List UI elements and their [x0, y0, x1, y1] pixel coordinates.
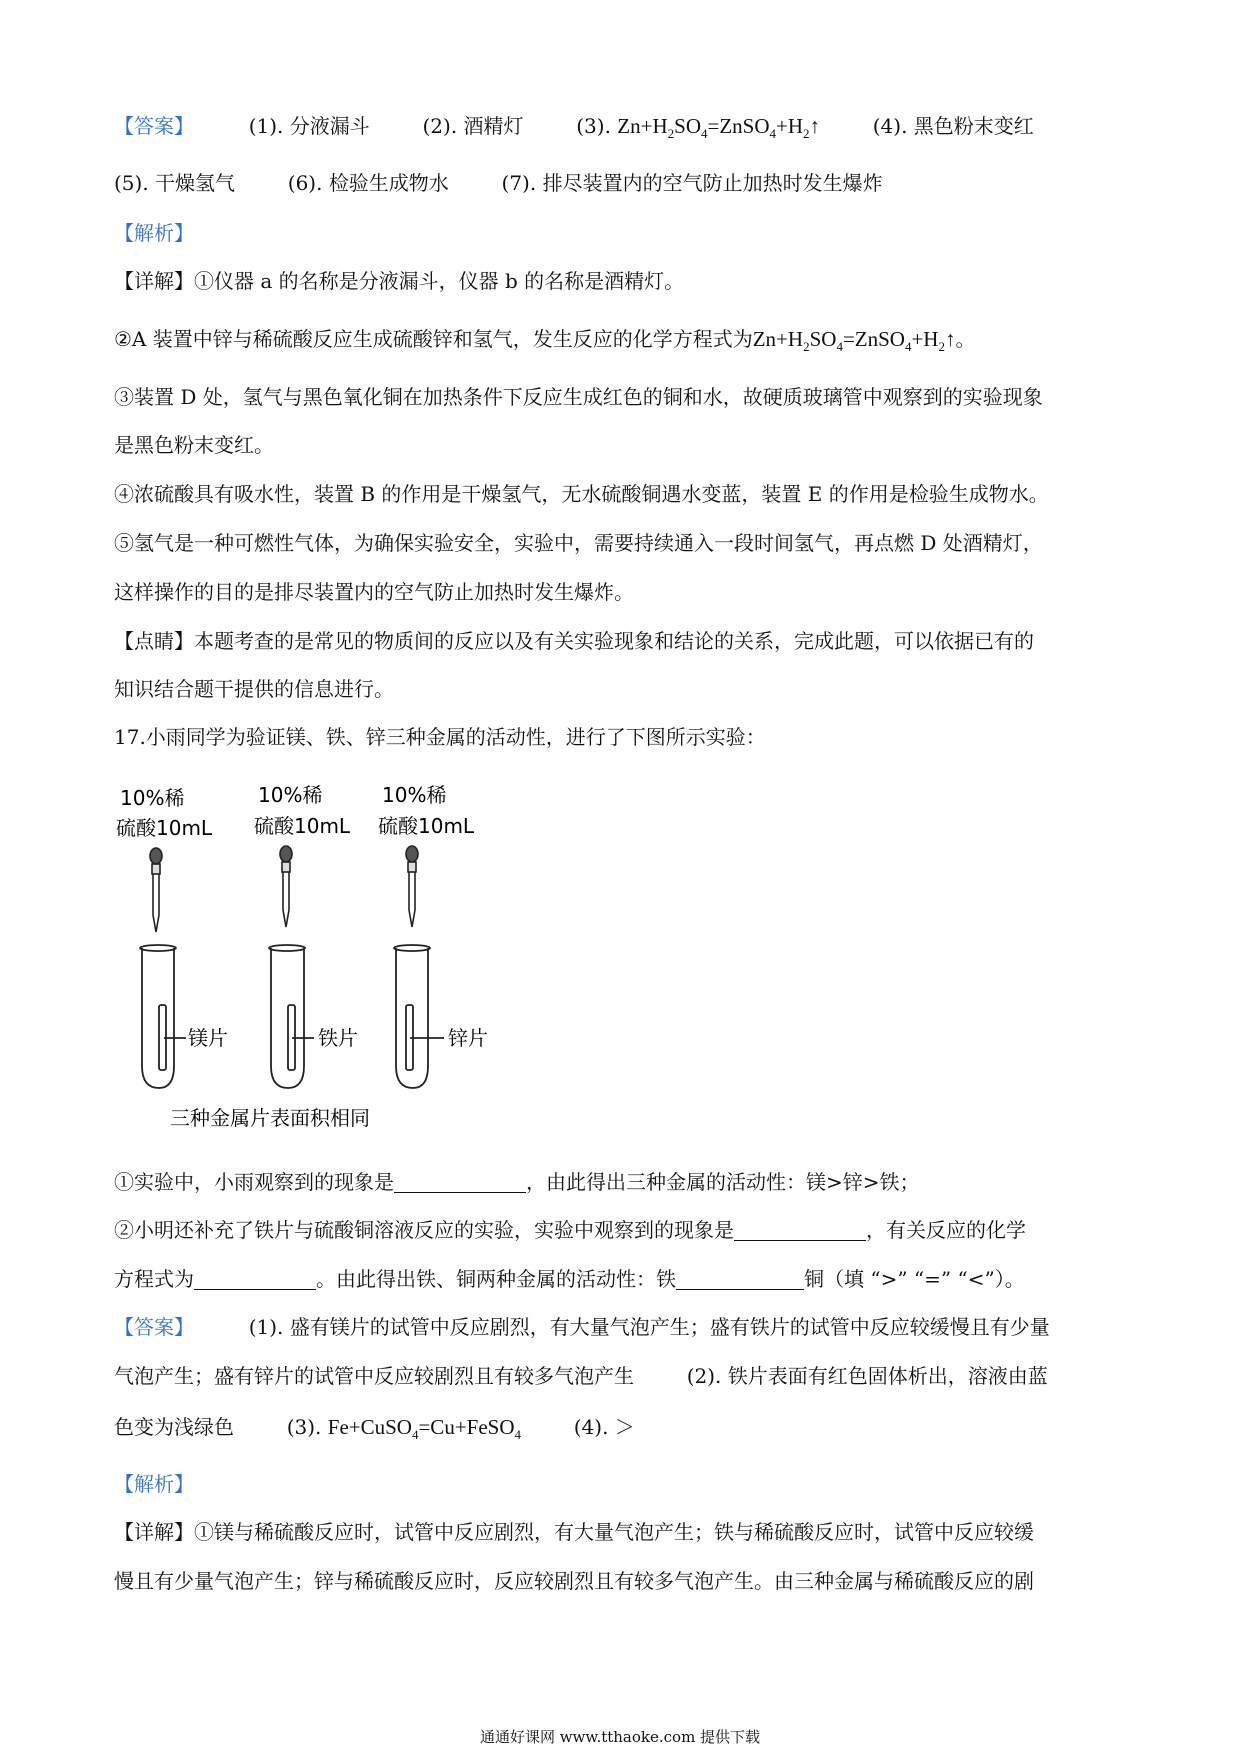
svg-text:硫酸10mL: 硫酸10mL	[254, 814, 351, 838]
question-17-part-3: 方程式为 。由此得出铁、铜两种金属的活动性：铁 铜（填 “>” “=” “<”）。	[114, 1267, 1025, 1291]
detail17-line-1: 【详解】①镁与稀硫酸反应时，试管中反应剧烈，有大量气泡产生；铁与稀硫酸反应时，试管中反应较缓	[114, 1520, 1034, 1544]
answer-item-1: (1). 分液漏斗	[248, 114, 370, 138]
acid-label-1	[116, 786, 213, 840]
answer-blank-2	[734, 1240, 866, 1241]
metal-label-zinc: 锌片	[448, 1026, 488, 1050]
svg-text:硫酸10mL: 硫酸10mL	[116, 816, 213, 840]
answer-blank-4	[676, 1289, 804, 1290]
question-17-part-2: ②小明还补充了铁片与硫酸铜溶液反应的实验，实验中观察到的现象是 ，有关反应的化学	[114, 1218, 1026, 1242]
answer-blank-3	[194, 1289, 316, 1290]
answer17-line2: 气泡产生；盛有锌片的试管中反应较剧烈且有较多气泡产生 (2). 铁片表面有红色固体析出，溶液由蓝	[114, 1364, 1048, 1388]
comment-line-1: 【点睛】本题考查的是常见的物质间的反应以及有关实验现象和结论的关系，完成此题，可以依据已有的	[114, 629, 1034, 653]
dropper-3	[406, 846, 418, 927]
analysis-tag: 【解析】	[114, 221, 194, 245]
metal-label-magnesium: 镁片	[188, 1026, 228, 1050]
detail-line-4: ④浓硫酸具有吸水性，装置 B 的作用是干燥氢气，无水硫酸铜遇水变蓝，装置 E 的作用是检验生成物水。	[114, 482, 1049, 506]
answer-tag: 【答案】	[114, 114, 194, 138]
svg-text:10%稀: 10%稀	[258, 783, 323, 807]
answer16-line1	[114, 111, 1034, 149]
answer-item-7: (7). 排尽装置内的空气防止加热时发生爆炸	[501, 171, 883, 195]
detail17-line-2: 慢且有少量气泡产生；锌与稀硫酸反应时，反应较剧烈且有较多气泡产生。由三种金属与稀硫酸反应的剧	[114, 1569, 1034, 1593]
chemical-equation: $Zn+H_2SO_4=ZnSO_4+H_2↑$	[752, 327, 956, 354]
detail-line-3a: ③装置 D 处，氢气与黑色氧化铜在加热条件下反应生成红色的铜和水，故硬质玻璃管中观察到的实验现象	[114, 385, 1043, 409]
svg-text:10%稀: 10%稀	[382, 783, 447, 807]
acid-label-3	[378, 783, 475, 838]
answer-item-3: (3). $Zn+H_2SO_4=ZnSO_4+H_2↑$	[576, 114, 821, 141]
chemical-equation: Fe+CuSO$_4$=Cu+FeSO$_4$	[327, 1415, 522, 1442]
test-tube-iron	[269, 945, 314, 1088]
answer-blank-1	[394, 1192, 526, 1193]
answer-item-6: (6). 检验生成物水	[287, 171, 449, 195]
detail-line-3b: 是黑色粉末变红。	[114, 433, 274, 457]
figure-caption: 三种金属片表面积相同	[170, 1106, 370, 1130]
chemical-equation: $Zn+H_2SO_4=ZnSO_4+H_2↑$	[617, 114, 821, 141]
answer17-line1: 【答案】 (1). 盛有镁片的试管中反应剧烈，有大量气泡产生；盛有铁片的试管中反应较缓慢且有少量	[114, 1315, 1050, 1339]
detail-line-5b: 这样操作的目的是排尽装置内的空气防止加热时发生爆炸。	[114, 580, 634, 604]
detail-line-5a: ⑤氢气是一种可燃性气体，为确保实验安全，实验中，需要持续通入一段时间氢气，再点燃 D 处酒精灯，	[114, 531, 1043, 555]
answer-item-5: (5). 干燥氢气	[114, 171, 236, 195]
footer-source: 通通好课网 www.tthaoke.com 提供下载	[479, 1728, 761, 1746]
answer-item-4: (4). 黑色粉末变红	[872, 114, 1034, 138]
answer16-line2	[114, 168, 883, 198]
test-tube-magnesium	[140, 945, 186, 1088]
question-17-part-1: ①实验中，小雨观察到的现象是 ，由此得出三种金属的活动性：镁>锌>铁；	[114, 1170, 920, 1194]
svg-text:10%稀: 10%稀	[120, 786, 185, 810]
metal-label-iron: 铁片	[318, 1026, 358, 1050]
svg-text:硫酸10mL: 硫酸10mL	[378, 814, 475, 838]
comment-line-2: 知识结合题干提供的信息进行。	[114, 677, 394, 701]
test-tube-zinc	[394, 945, 444, 1088]
answer-item-2: (2). 酒精灯	[422, 114, 524, 138]
detail-line-1: 【详解】①仪器 a 的名称是分液漏斗，仪器 b 的名称是酒精灯。	[114, 269, 685, 293]
acid-label-2	[254, 783, 351, 838]
answer-tag: 【答案】	[114, 1315, 194, 1339]
question-17-stem: 17.小雨同学为验证镁、铁、锌三种金属的活动性，进行了下图所示实验：	[114, 725, 766, 749]
detail-line-2: ②A 装置中锌与稀硫酸反应生成硫酸锌和氢气，发生反应的化学方程式为$Zn+H_2SO_4=ZnSO_4+H_2↑$。	[114, 327, 976, 354]
dropper-2	[280, 846, 292, 927]
dropper-1	[150, 848, 162, 932]
test-tube-figure	[114, 780, 554, 1140]
answer17-line3: 色变为浅绿色 (3). Fe+CuSO$_4$=Cu+FeSO$_4$ (4). ＞	[114, 1415, 635, 1442]
analysis-tag: 【解析】	[114, 1472, 194, 1496]
